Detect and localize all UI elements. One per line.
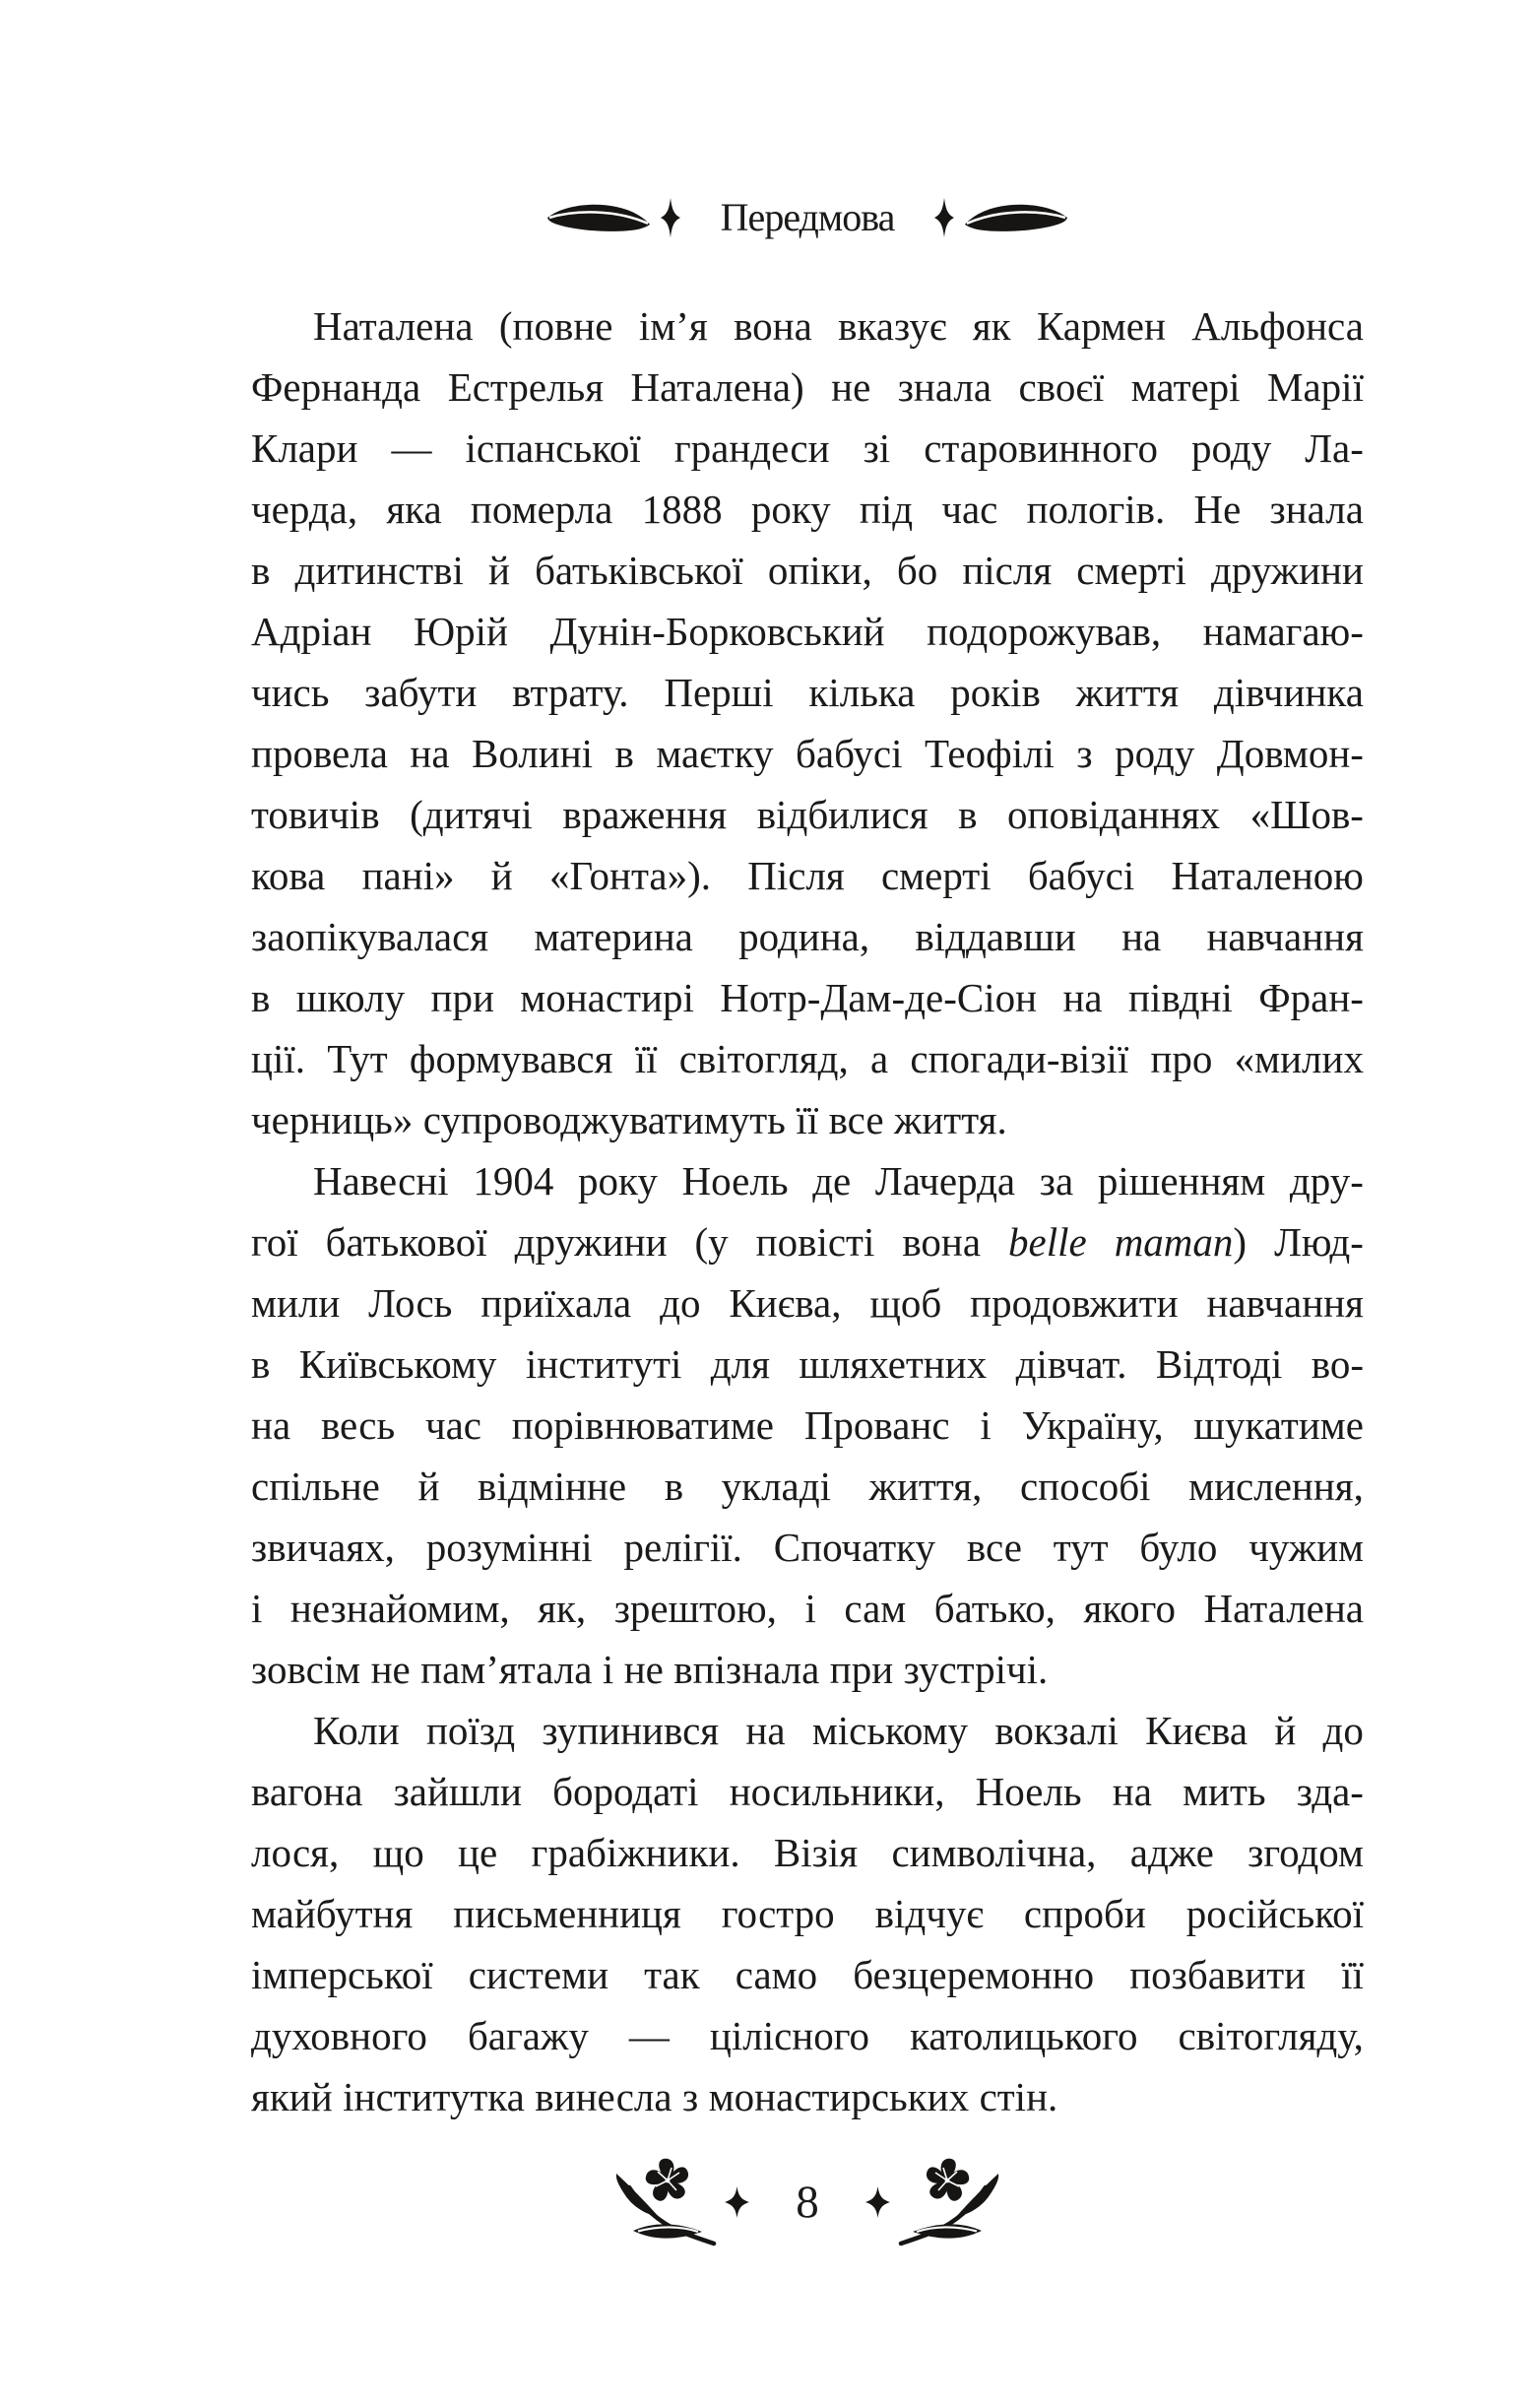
word: Довмон- <box>1216 731 1364 776</box>
word: дівчат. <box>1015 1341 1127 1387</box>
word: де <box>812 1158 852 1204</box>
word: Адріан <box>251 609 372 654</box>
word: спільне <box>251 1464 380 1509</box>
word: супроводжуватимуть <box>422 1097 786 1142</box>
word: в <box>251 975 271 1020</box>
word: зовсім <box>251 1647 361 1692</box>
word: розумінні <box>425 1525 593 1570</box>
word: грабіжники. <box>531 1830 740 1875</box>
word: материна <box>534 914 693 959</box>
word: ції. <box>251 1036 305 1081</box>
text-line <box>251 906 1364 967</box>
word: Україну, <box>1021 1402 1164 1448</box>
word: інститутка <box>343 2074 525 2119</box>
word: років <box>950 670 1041 715</box>
word: своєї <box>1018 364 1105 410</box>
word: смерті <box>1076 548 1186 593</box>
word: час <box>424 1402 481 1448</box>
word: зі <box>863 425 891 471</box>
word: після <box>962 548 1053 593</box>
word: півдні <box>1128 975 1233 1020</box>
word: опіки, <box>767 548 872 593</box>
word: чись <box>251 670 330 715</box>
word: безцеремонно <box>853 1952 1095 1997</box>
word: майбутня <box>251 1891 414 1936</box>
four-point-star-icon <box>864 2186 891 2218</box>
word: зрештою, <box>613 1586 777 1631</box>
word: так <box>644 1952 700 1997</box>
word: формувався <box>409 1036 613 1081</box>
word: життя, <box>868 1464 983 1509</box>
word: «Гонта»). <box>548 853 712 898</box>
word: при <box>430 975 494 1020</box>
word: Прованс <box>803 1402 950 1448</box>
word: що <box>372 1830 424 1875</box>
word: вагона <box>251 1769 363 1814</box>
word: винесла <box>535 2074 672 2119</box>
word: католицького <box>910 2013 1138 2058</box>
word: монастирі <box>520 975 694 1020</box>
section-title: Передмова <box>720 195 895 239</box>
word: не <box>370 1647 411 1692</box>
word: пологів. <box>1026 487 1166 532</box>
word: незнайомим, <box>289 1586 510 1631</box>
word: кілька <box>808 670 916 715</box>
word: поїзд <box>425 1708 516 1753</box>
word: батькової <box>325 1219 487 1265</box>
text-line <box>251 723 1364 784</box>
word: во- <box>1311 1341 1364 1387</box>
word: само <box>735 1952 818 1997</box>
word: в <box>251 1341 271 1387</box>
word: як <box>972 303 1011 349</box>
text-line <box>251 1822 1364 1883</box>
word: шукатиме <box>1193 1402 1364 1448</box>
word: (у <box>694 1219 729 1265</box>
word: повісті <box>755 1219 875 1265</box>
word: і <box>804 1586 816 1631</box>
four-point-star-icon <box>724 2186 750 2218</box>
word: життя. <box>894 1097 1007 1142</box>
word: в <box>251 548 271 593</box>
text-line <box>251 967 1364 1028</box>
text-line <box>251 1150 1364 1211</box>
leaf-flourish-icon <box>963 201 1069 234</box>
word: не <box>623 1647 664 1692</box>
word: рішенням <box>1097 1158 1266 1204</box>
word: і <box>251 1586 263 1631</box>
word: знала <box>1269 487 1364 532</box>
word: міському <box>811 1708 969 1753</box>
word: дру- <box>1289 1158 1364 1204</box>
word: заопікувалася <box>251 914 489 959</box>
word: роду <box>1115 731 1195 776</box>
word: порівнюватиме <box>511 1402 775 1448</box>
word: Фернанда <box>251 364 421 410</box>
text-line <box>251 1578 1364 1639</box>
word: навчання <box>1206 914 1364 959</box>
word: відбилися <box>756 792 928 837</box>
word: — <box>391 425 432 471</box>
word: померла <box>470 487 613 532</box>
word: провела <box>251 731 388 776</box>
word: maman) <box>1114 1219 1248 1265</box>
word: чужим <box>1248 1525 1364 1570</box>
text-line <box>251 1395 1364 1456</box>
word: Нотр-Дам-де-Сіон <box>720 975 1038 1020</box>
word: способі <box>1019 1464 1151 1509</box>
text-line <box>251 662 1364 723</box>
word: з <box>1076 731 1093 776</box>
word: й <box>417 1464 440 1509</box>
four-point-star-icon <box>660 196 681 239</box>
word: символічна, <box>891 1830 1097 1875</box>
page-footer <box>251 2153 1364 2251</box>
word: духовного <box>251 2013 427 2058</box>
word: гої <box>251 1219 298 1265</box>
word: було <box>1139 1525 1218 1570</box>
word: знала <box>897 364 992 410</box>
word: черда, <box>251 487 358 532</box>
word: кова <box>251 853 326 898</box>
word: життя <box>1075 670 1180 715</box>
text-line <box>251 418 1364 479</box>
word: Альфонса <box>1191 303 1364 349</box>
text-line <box>251 1639 1364 1700</box>
word: вказує <box>838 303 947 349</box>
word: російської <box>1185 1891 1364 1936</box>
word: навчання <box>1206 1280 1364 1326</box>
word: і <box>602 1647 614 1692</box>
word: родина, <box>738 914 870 959</box>
word: все <box>828 1097 884 1142</box>
word: яка <box>386 487 442 532</box>
word: не <box>831 364 871 410</box>
text-line <box>251 1456 1364 1517</box>
word: укладі <box>721 1464 832 1509</box>
word: Ла- <box>1305 425 1364 471</box>
word: «милих <box>1234 1036 1364 1081</box>
word: забути <box>364 670 478 715</box>
word: світогляд, <box>678 1036 849 1081</box>
word: Ноель <box>975 1769 1082 1814</box>
word: за <box>1039 1158 1074 1204</box>
word: на <box>1062 975 1103 1020</box>
word: роду <box>1191 425 1272 471</box>
text-line <box>251 1883 1364 1944</box>
word: школу <box>295 975 406 1020</box>
word: весь <box>320 1402 396 1448</box>
word: при <box>829 1647 894 1692</box>
word: Наталена) <box>630 364 804 410</box>
word: все <box>966 1525 1022 1570</box>
word: якого <box>1083 1586 1176 1631</box>
word: Фран- <box>1258 975 1364 1020</box>
word: позбавити <box>1129 1952 1307 1997</box>
word: який <box>251 2074 333 2119</box>
word: «Шов- <box>1249 792 1364 837</box>
word: вона <box>902 1219 982 1265</box>
word: відмінне <box>478 1464 627 1509</box>
word: — <box>628 2013 670 2058</box>
word: черниць» <box>251 1097 414 1142</box>
text-line <box>251 1028 1364 1089</box>
word: мислення, <box>1188 1464 1364 1509</box>
word: дівчинка <box>1213 670 1364 715</box>
word: до <box>1322 1708 1364 1753</box>
word: Ноель <box>681 1158 789 1204</box>
word: Волині <box>472 731 594 776</box>
word: Дунін-Борковський <box>549 609 885 654</box>
word: зайшли <box>393 1769 522 1814</box>
word: Люд- <box>1274 1219 1364 1265</box>
word: Не <box>1193 487 1242 532</box>
text-line <box>251 1334 1364 1395</box>
word: пані» <box>361 853 455 898</box>
word: про <box>1150 1036 1213 1081</box>
page-body-text <box>251 295 1364 2127</box>
word: щоб <box>869 1280 942 1326</box>
leaf-flourish-icon <box>545 201 652 234</box>
word: адже <box>1129 1830 1214 1875</box>
word: вокзалі <box>994 1708 1119 1753</box>
word: Відтоді <box>1155 1341 1283 1387</box>
word: в <box>958 792 978 837</box>
word: сам <box>844 1586 907 1631</box>
word: Навесні <box>313 1158 449 1204</box>
word: Естрелья <box>447 364 605 410</box>
word: Наталеною <box>1171 853 1364 898</box>
word: з <box>682 2074 699 2119</box>
word: Перші <box>664 670 774 715</box>
text-line <box>251 1089 1364 1150</box>
text-line <box>251 1700 1364 1761</box>
word: відчує <box>874 1891 984 1936</box>
word: інституті <box>525 1341 682 1387</box>
chapter-header <box>251 193 1364 242</box>
word: грандеси <box>673 425 830 471</box>
word: бородаті <box>552 1769 699 1814</box>
four-point-star-icon <box>933 196 955 239</box>
page-number: 8 <box>796 2177 819 2228</box>
word: й <box>1274 1708 1297 1753</box>
word: пам’ятала <box>420 1647 593 1692</box>
word: впізнала <box>673 1647 820 1692</box>
word: мить <box>1183 1769 1266 1814</box>
word: на <box>1121 914 1162 959</box>
word: згодом <box>1248 1830 1364 1875</box>
word: тут <box>1053 1525 1109 1570</box>
word: ім’я <box>638 303 708 349</box>
word: як, <box>538 1586 587 1631</box>
word: старовинного <box>924 425 1158 471</box>
word: системи <box>468 1952 609 1997</box>
word: Юрій <box>414 609 508 654</box>
word: belle <box>1008 1219 1087 1265</box>
word: її <box>1341 1952 1364 1997</box>
word: приїхала <box>480 1280 632 1326</box>
text-line <box>251 1517 1364 1578</box>
text-line <box>251 1761 1364 1822</box>
word: Лось <box>368 1280 453 1326</box>
word: імперської <box>251 1952 433 1997</box>
text-line <box>251 601 1364 662</box>
word: матері <box>1130 364 1241 410</box>
flower-branch-icon <box>897 2154 1001 2250</box>
text-line <box>251 2005 1364 2066</box>
word: монастирських <box>708 2074 970 2119</box>
word: Києва, <box>729 1280 842 1326</box>
text-line <box>251 1211 1364 1272</box>
word: Наталена <box>313 303 474 349</box>
text-line <box>251 540 1364 601</box>
word: на <box>1112 1769 1152 1814</box>
flower-branch-icon <box>613 2154 718 2250</box>
text-line <box>251 845 1364 906</box>
word: Кармен <box>1036 303 1166 349</box>
word: батько, <box>933 1586 1056 1631</box>
word: до <box>660 1280 701 1326</box>
word: намагаю- <box>1202 609 1364 654</box>
word: для <box>710 1341 770 1387</box>
word: зупинився <box>542 1708 720 1753</box>
word: Клари <box>251 425 358 471</box>
word: мили <box>251 1280 341 1326</box>
word: це <box>458 1830 498 1875</box>
word: враження <box>562 792 728 837</box>
word: звичаях, <box>251 1525 395 1570</box>
word: під <box>859 487 914 532</box>
word: Києва <box>1145 1708 1248 1753</box>
word: і <box>980 1402 992 1448</box>
word: спроби <box>1023 1891 1146 1936</box>
word: Теофілі <box>924 731 1055 776</box>
word: Коли <box>313 1708 400 1753</box>
word: письменниця <box>453 1891 681 1936</box>
word: на <box>745 1708 786 1753</box>
word: 1888 <box>641 487 723 532</box>
word: лося, <box>251 1830 340 1875</box>
word: Марії <box>1267 364 1364 410</box>
word: на <box>251 1402 291 1448</box>
word: бо <box>896 548 938 593</box>
word: її <box>634 1036 658 1081</box>
word: бабусі <box>1027 853 1135 898</box>
word: Тут <box>327 1036 388 1081</box>
word: світогляду, <box>1178 2013 1364 2058</box>
word: її <box>796 1097 819 1142</box>
word: Наталена <box>1203 1586 1364 1631</box>
word: Лачерда <box>874 1158 1016 1204</box>
word: стін. <box>979 2074 1058 2119</box>
word: дружини <box>1211 548 1364 593</box>
word: року <box>578 1158 658 1204</box>
word: батьківської <box>535 548 743 593</box>
word: товичів <box>251 792 380 837</box>
word: носильники, <box>729 1769 945 1814</box>
word: й <box>488 548 510 593</box>
word: маєтку <box>656 731 774 776</box>
word: Візія <box>773 1830 859 1875</box>
word: подорожував, <box>927 609 1162 654</box>
text-line <box>251 1272 1364 1334</box>
word: й <box>490 853 513 898</box>
word: гостро <box>721 1891 835 1936</box>
word: дитинстві <box>294 548 464 593</box>
text-line <box>251 1944 1364 2005</box>
word: року <box>750 487 831 532</box>
word: зда- <box>1296 1769 1364 1814</box>
text-line <box>251 2066 1364 2127</box>
word: цілісного <box>709 2013 870 2058</box>
word: оповіданнях <box>1007 792 1221 837</box>
text-line <box>251 479 1364 540</box>
text-line <box>251 784 1364 845</box>
text-line <box>251 357 1364 418</box>
word: 1904 <box>473 1158 554 1204</box>
word: час <box>941 487 998 532</box>
word: на <box>410 731 450 776</box>
word: віддавши <box>915 914 1076 959</box>
word: а <box>869 1036 889 1081</box>
word: Спочатку <box>773 1525 936 1570</box>
word: втрату. <box>512 670 629 715</box>
word: Київському <box>298 1341 497 1387</box>
word: (дитячі <box>410 792 533 837</box>
word: в <box>614 731 634 776</box>
word: іспанської <box>465 425 641 471</box>
word: (повне <box>498 303 613 349</box>
word: шляхетних <box>799 1341 988 1387</box>
word: релігії. <box>623 1525 742 1570</box>
word: Після <box>747 853 845 898</box>
word: смерті <box>880 853 992 898</box>
text-line <box>251 295 1364 357</box>
word: продовжити <box>970 1280 1179 1326</box>
word: вона <box>734 303 812 349</box>
word: зустрічі. <box>903 1647 1049 1692</box>
word: багажу <box>467 2013 589 2058</box>
word: бабусі <box>796 731 903 776</box>
word: дружини <box>514 1219 668 1265</box>
word: в <box>664 1464 684 1509</box>
word: спогади-візії <box>910 1036 1129 1081</box>
